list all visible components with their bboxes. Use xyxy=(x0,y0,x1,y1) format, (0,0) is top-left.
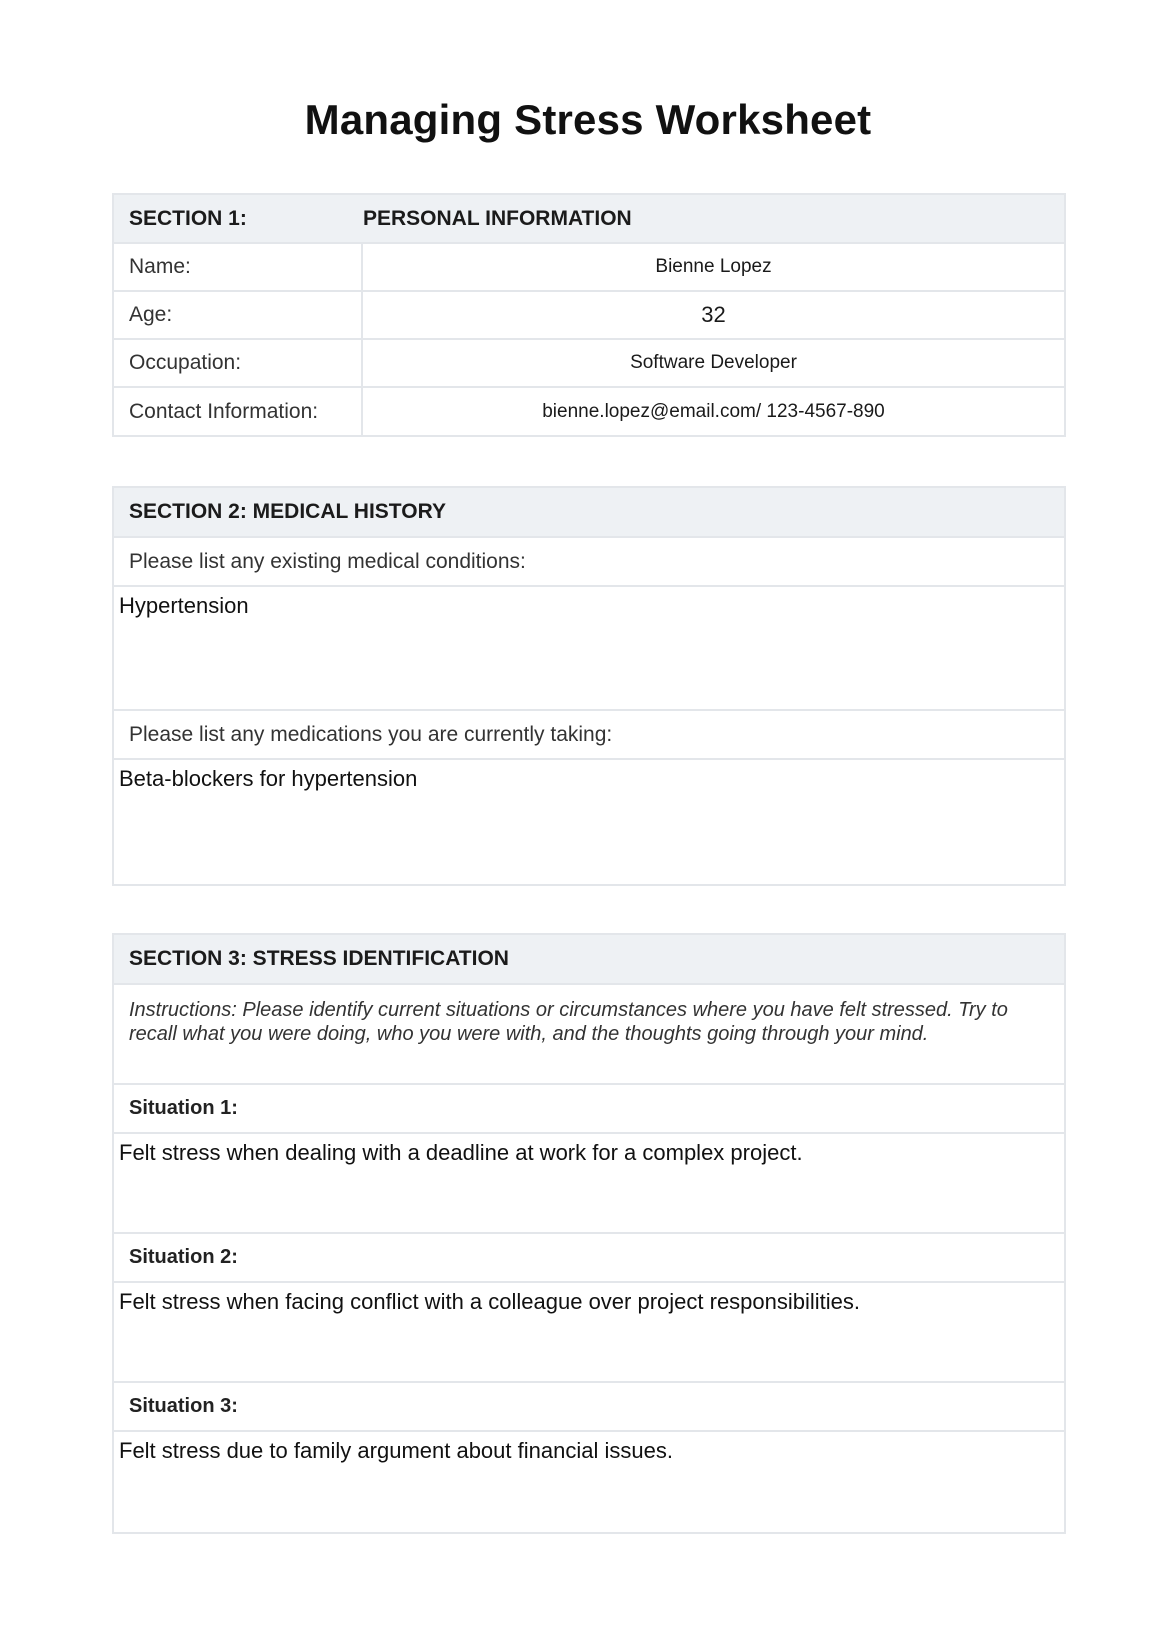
section-1-number: SECTION 1: xyxy=(129,206,247,230)
page-title: Managing Stress Worksheet xyxy=(304,96,872,143)
medications-prompt: Please list any medications you are currently taking: xyxy=(114,711,1064,760)
contact-label: Contact Information: xyxy=(114,388,363,435)
name-row xyxy=(114,244,1064,292)
occupation-row xyxy=(114,340,1064,388)
medications-answer[interactable]: Beta-blockers for hypertension xyxy=(119,766,418,791)
situation-2-label: Situation 2: xyxy=(114,1234,1064,1283)
situation-1-answer[interactable]: Felt stress when dealing with a deadline at work for a complex project. xyxy=(114,1134,1064,1234)
section-personal-information xyxy=(112,193,1066,437)
section-1-header xyxy=(114,195,1064,244)
contact-row xyxy=(114,388,1064,435)
section-3-header: SECTION 3: STRESS IDENTIFICATION xyxy=(114,935,1064,985)
situation-1-label: Situation 1: xyxy=(114,1085,1064,1134)
section-1-title: PERSONAL INFORMATION xyxy=(363,206,632,230)
age-row xyxy=(114,292,1064,340)
situation-2-answer[interactable]: Felt stress when facing conflict with a colleague over project responsibilities. xyxy=(114,1283,1064,1383)
conditions-prompt: Please list any existing medical conditions: xyxy=(114,538,1064,587)
age-value[interactable]: 32 xyxy=(701,302,726,327)
contact-value[interactable]: bienne.lopez@email.com/ 123-4567-890 xyxy=(542,400,885,422)
section-stress-identification xyxy=(112,933,1066,1534)
conditions-answer[interactable]: Hypertension xyxy=(114,587,1064,711)
section-2-header: SECTION 2: MEDICAL HISTORY xyxy=(114,488,1064,538)
situation-3-label: Situation 3: xyxy=(114,1383,1064,1432)
instructions-text: Instructions: Please identify current situations or circumstances where you have felt stressed. Try to recall what you were doing, who you were with, and the thoughts going through your mind. xyxy=(114,985,1064,1085)
name-value[interactable]: Bienne Lopez xyxy=(655,256,772,277)
age-label: Age: xyxy=(114,292,363,338)
occupation-label: Occupation: xyxy=(114,340,363,386)
section-medical-history xyxy=(112,486,1066,886)
occupation-value[interactable]: Software Developer xyxy=(630,352,797,373)
name-label: Name: xyxy=(114,244,363,290)
situation-3-answer[interactable]: Felt stress due to family argument about financial issues. xyxy=(119,1438,673,1463)
